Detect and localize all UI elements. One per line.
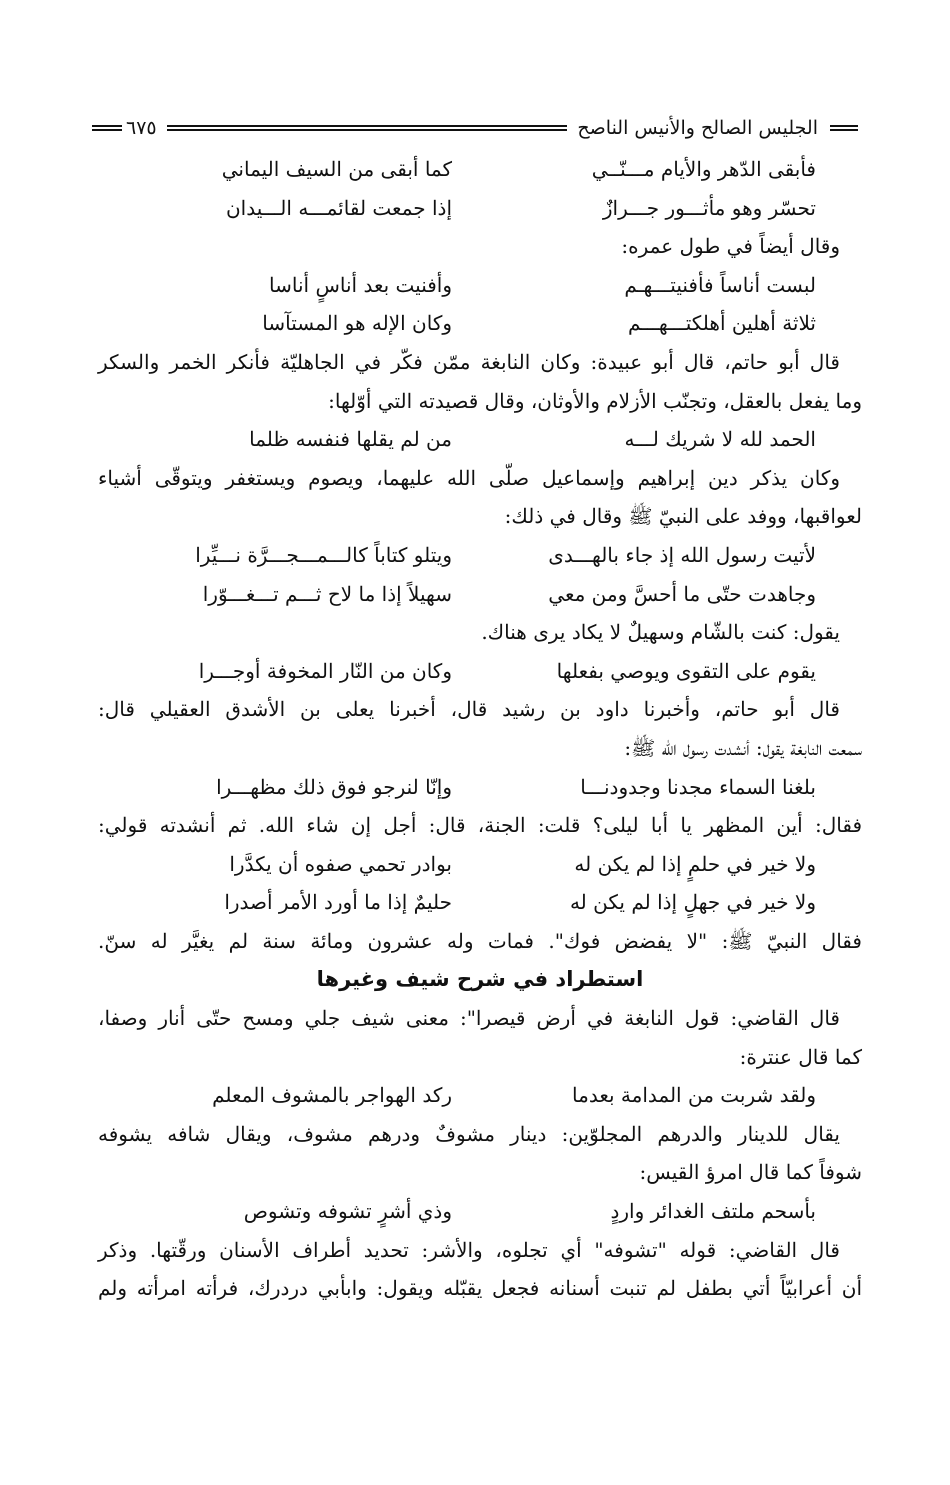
verse-line bbox=[98, 304, 862, 343]
verse-second-hemistich: ركد الهواجر بالمشوف المعلم bbox=[212, 1083, 452, 1108]
verse-first-hemistich: الحمد لله لا شريك لـــه bbox=[624, 427, 816, 452]
page-number: ٦٧٥ bbox=[126, 117, 157, 139]
prose-line: قال أبو حاتم، وأخبرنا داود بن رشيد قال، أخبرنا يعلى بن الأشدق العقيلي قال: bbox=[98, 697, 840, 722]
verse-first-hemistich: فأبقى الدّهر والأيام مـــنّــي bbox=[591, 157, 816, 181]
verse-first-hemistich: ولا خير في حلمٍ إذا لم يكن له bbox=[574, 851, 816, 876]
verse-line bbox=[98, 575, 862, 614]
header-tail-rule bbox=[92, 125, 122, 131]
verse-second-hemistich: وكان من النّار المخوفة أوجـــرا bbox=[198, 658, 452, 683]
verse-line bbox=[98, 150, 862, 189]
prose-line: يقول: كنت بالشّام وسهيلٌ لا يكاد يرى هناك. bbox=[481, 620, 840, 645]
verse-first-hemistich: بلغنا السماء مجدنا وجدودنـــا bbox=[580, 774, 816, 799]
verse-line bbox=[98, 883, 862, 922]
prose-line: فقال النبيّ ﷺ: "لا يفضض فوك". فمات وله عشرون ومائة سنة لم يغيَّر له سنّ. bbox=[98, 928, 862, 953]
verse-line bbox=[98, 536, 862, 575]
verse-second-hemistich: من لم يقلها فنفسه ظلما bbox=[249, 427, 452, 452]
prose-line: سمعت النابغة يقول: أنشدت رسول الله ﷺ: bbox=[624, 735, 862, 760]
header-rule bbox=[167, 125, 568, 131]
prose-line: قال أبو حاتم، قال أبو عبيدة: وكان النابغة ممّن فكّر في الجاهليّة فأنكر الخمر والسكر bbox=[98, 349, 840, 374]
prose-line: يقال للدينار والدرهم المجلوّين: دينار مشوفٌ ودرهم مشوف، ويقال شافه يشوفه bbox=[98, 1121, 840, 1146]
verse-second-hemistich: ويتلو كتاباً كالـــمـــجـــرَّة نـــيِّرا bbox=[195, 542, 452, 567]
verse-first-hemistich: تحسّر وهو مأثـــور جـــرازٌ bbox=[602, 195, 816, 220]
verse-first-hemistich: بأسحم ملتف الغدائر واردٍ bbox=[610, 1199, 816, 1224]
verse-first-hemistich: ثلاثة أهلين أهلكتـــهـــم bbox=[628, 311, 816, 336]
verse-first-hemistich: لبست أناساً فأفنيتـــهـم bbox=[624, 272, 816, 297]
verse-line bbox=[98, 652, 862, 691]
section-heading: استطراد في شرح شيف وغيرها bbox=[316, 967, 644, 992]
verse-second-hemistich: بوادر تحمي صفوه أن يكدَّرا bbox=[229, 851, 452, 876]
prose-line: أن أعرابيّاً أتي بطفل لم تنبت أسنانه فجعل يقبّله ويقول: وابأبي دردرك، فرأته امرأته ولم bbox=[98, 1276, 862, 1301]
verse-line bbox=[98, 420, 862, 459]
running-header bbox=[92, 110, 858, 146]
prose-line: كما قال عنترة: bbox=[739, 1044, 862, 1069]
verse-second-hemistich: وذي أشرٍ تشوفه وتشوص bbox=[243, 1199, 452, 1224]
verse-second-hemistich: وكان الإله هو المستآسا bbox=[262, 311, 452, 336]
verse-line bbox=[98, 189, 862, 228]
verse-line bbox=[98, 768, 862, 807]
verse-second-hemistich: وإنّا لنرجو فوق ذلك مظهـــرا bbox=[216, 774, 452, 799]
verse-second-hemistich: حليمٌ إذا ما أورد الأمر أصدرا bbox=[224, 890, 452, 915]
verse-line bbox=[98, 1192, 862, 1231]
prose-line: قال القاضي: قول النابغة في أرض قيصرا": معنى شيف جلي ومسح حتّى أنار وصفا، bbox=[98, 1006, 840, 1031]
prose-line: وما يفعل بالعقل، وتجنّب الأزلام والأوثان، وقال قصيدته التي أوّلها: bbox=[328, 388, 862, 413]
verse-first-hemistich: وجاهدت حتّى ما أحسَّ ومن معي bbox=[548, 581, 816, 606]
page-body bbox=[98, 150, 862, 1308]
verse-first-hemistich: ولا خير في جهلٍ إذا لم يكن له bbox=[569, 890, 816, 915]
prose-line: وكان يذكر دين إبراهيم وإسماعيل صلّى الله عليهما، ويصوم ويستغفر ويتوقّى أشياء bbox=[98, 465, 840, 490]
verse-second-hemistich: إذا جمعت لقائمـــه الـــيدان bbox=[225, 195, 452, 220]
verse-second-hemistich: كما أبقى من السيف اليماني bbox=[221, 157, 452, 181]
verse-second-hemistich: سهيلاً إذا ما لاح ثـــم تـــغـــوّرا bbox=[202, 581, 452, 606]
prose-line: وقال أيضاً في طول عمره: bbox=[621, 234, 840, 259]
prose-line: قال القاضي: قوله "تشوفه" أي تجلوه، والأشر: تحديد أطراف الأسنان ورقّتها. وذكر bbox=[98, 1237, 840, 1262]
verse-line bbox=[98, 266, 862, 305]
header-lead-rule bbox=[830, 125, 858, 131]
verse-first-hemistich: ولقد شربت من المدامة بعدما bbox=[572, 1083, 816, 1108]
prose-line: لعواقبها، ووفد على النبيّ ﷺ وقال في ذلك: bbox=[504, 504, 862, 529]
header-title: الجليس الصالح والأنيس الناصح bbox=[577, 117, 818, 139]
prose-line: شوفاً كما قال امرؤ القيس: bbox=[639, 1160, 862, 1185]
verse-first-hemistich: لأتيت رسول الله إذ جاء بالهـــدى bbox=[548, 542, 816, 567]
prose-line: فقال: أين المظهر يا أبا ليلى؟ قلت: الجنة، قال: أجل إن شاء الله. ثم أنشدته قولي: bbox=[98, 813, 862, 838]
verse-second-hemistich: وأفنيت بعد أناسٍ أناسا bbox=[269, 272, 452, 297]
verse-first-hemistich: يقوم على التقوى ويوصي بفعلها bbox=[556, 658, 816, 683]
verse-line bbox=[98, 845, 862, 884]
verse-line bbox=[98, 1076, 862, 1115]
